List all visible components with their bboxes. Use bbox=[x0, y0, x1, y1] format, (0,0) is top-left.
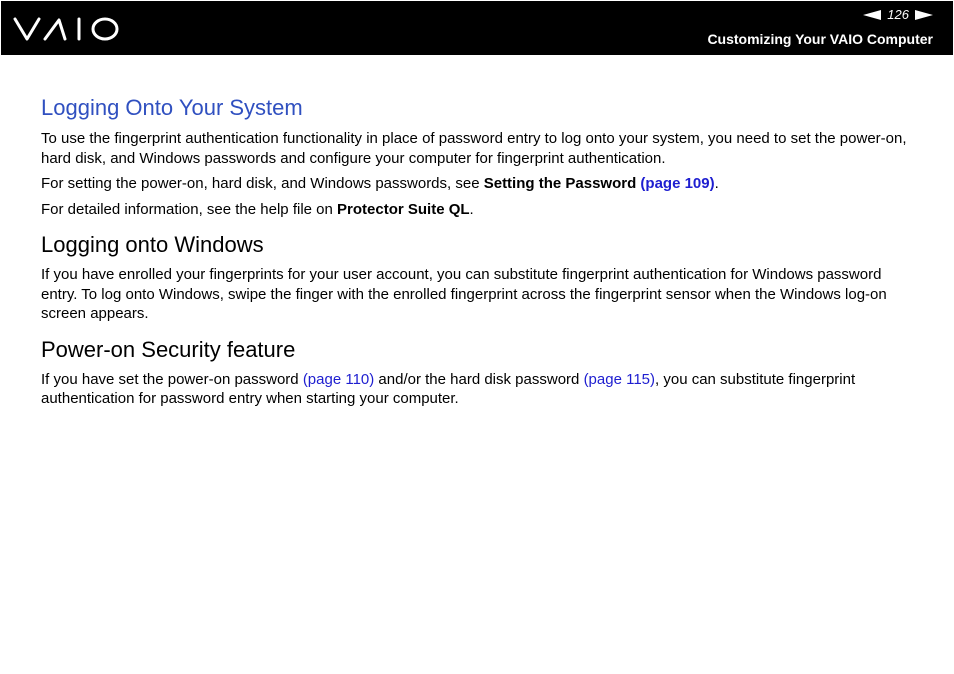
vaio-logo bbox=[13, 15, 121, 48]
heading-power-on-security: Power-on Security feature bbox=[41, 336, 296, 362]
link-page-110[interactable]: (page 110) bbox=[302, 370, 375, 388]
heading-logging-onto-windows: Logging onto Windows bbox=[41, 232, 264, 257]
setting-the-password-term: Setting the Password bbox=[483, 175, 637, 192]
paragraph-power-on: If you have set the power-on password (page 110) and/or the hard disk password (page 115), you can substitute fingerprint authentication for password entry when starting your computer. bbox=[41, 370, 856, 407]
link-page-109[interactable]: (page 109) bbox=[640, 175, 715, 192]
next-page-icon[interactable] bbox=[915, 10, 933, 20]
main-content bbox=[41, 94, 921, 415]
link-page-115[interactable]: (page 115) bbox=[583, 370, 656, 388]
page-navigation bbox=[863, 7, 933, 22]
paragraph-help-file: For detailed information, see the help file on Protector Suite QL. bbox=[41, 200, 474, 218]
page-number: 126 bbox=[887, 7, 909, 22]
paragraph-password-setup: For setting the power-on, hard disk, and Windows passwords, see Setting the Password (page 109). bbox=[41, 175, 719, 192]
paragraph-windows-logon: If you have enrolled your fingerprints for your user account, you can substitute fingerprint authentication for Windows password entry. To log onto Windows, swipe the finger with the enrolled fingerprint across the fingerprint sensor when the Windows log-on screen appears. bbox=[41, 266, 887, 322]
protector-suite-term: Protector Suite QL bbox=[337, 200, 470, 218]
heading-logging-onto-your-system: Logging Onto Your System bbox=[41, 95, 303, 120]
previous-page-icon[interactable] bbox=[863, 10, 881, 20]
page-header bbox=[0, 0, 954, 56]
section-title: Customizing Your VAIO Computer bbox=[707, 31, 933, 47]
paragraph-intro: To use the fingerprint authentication functionality in place of password entry to log onto your system, you need to set the power-on, hard disk, and Windows passwords and configure your computer for fingerprint authentication. bbox=[41, 130, 907, 167]
